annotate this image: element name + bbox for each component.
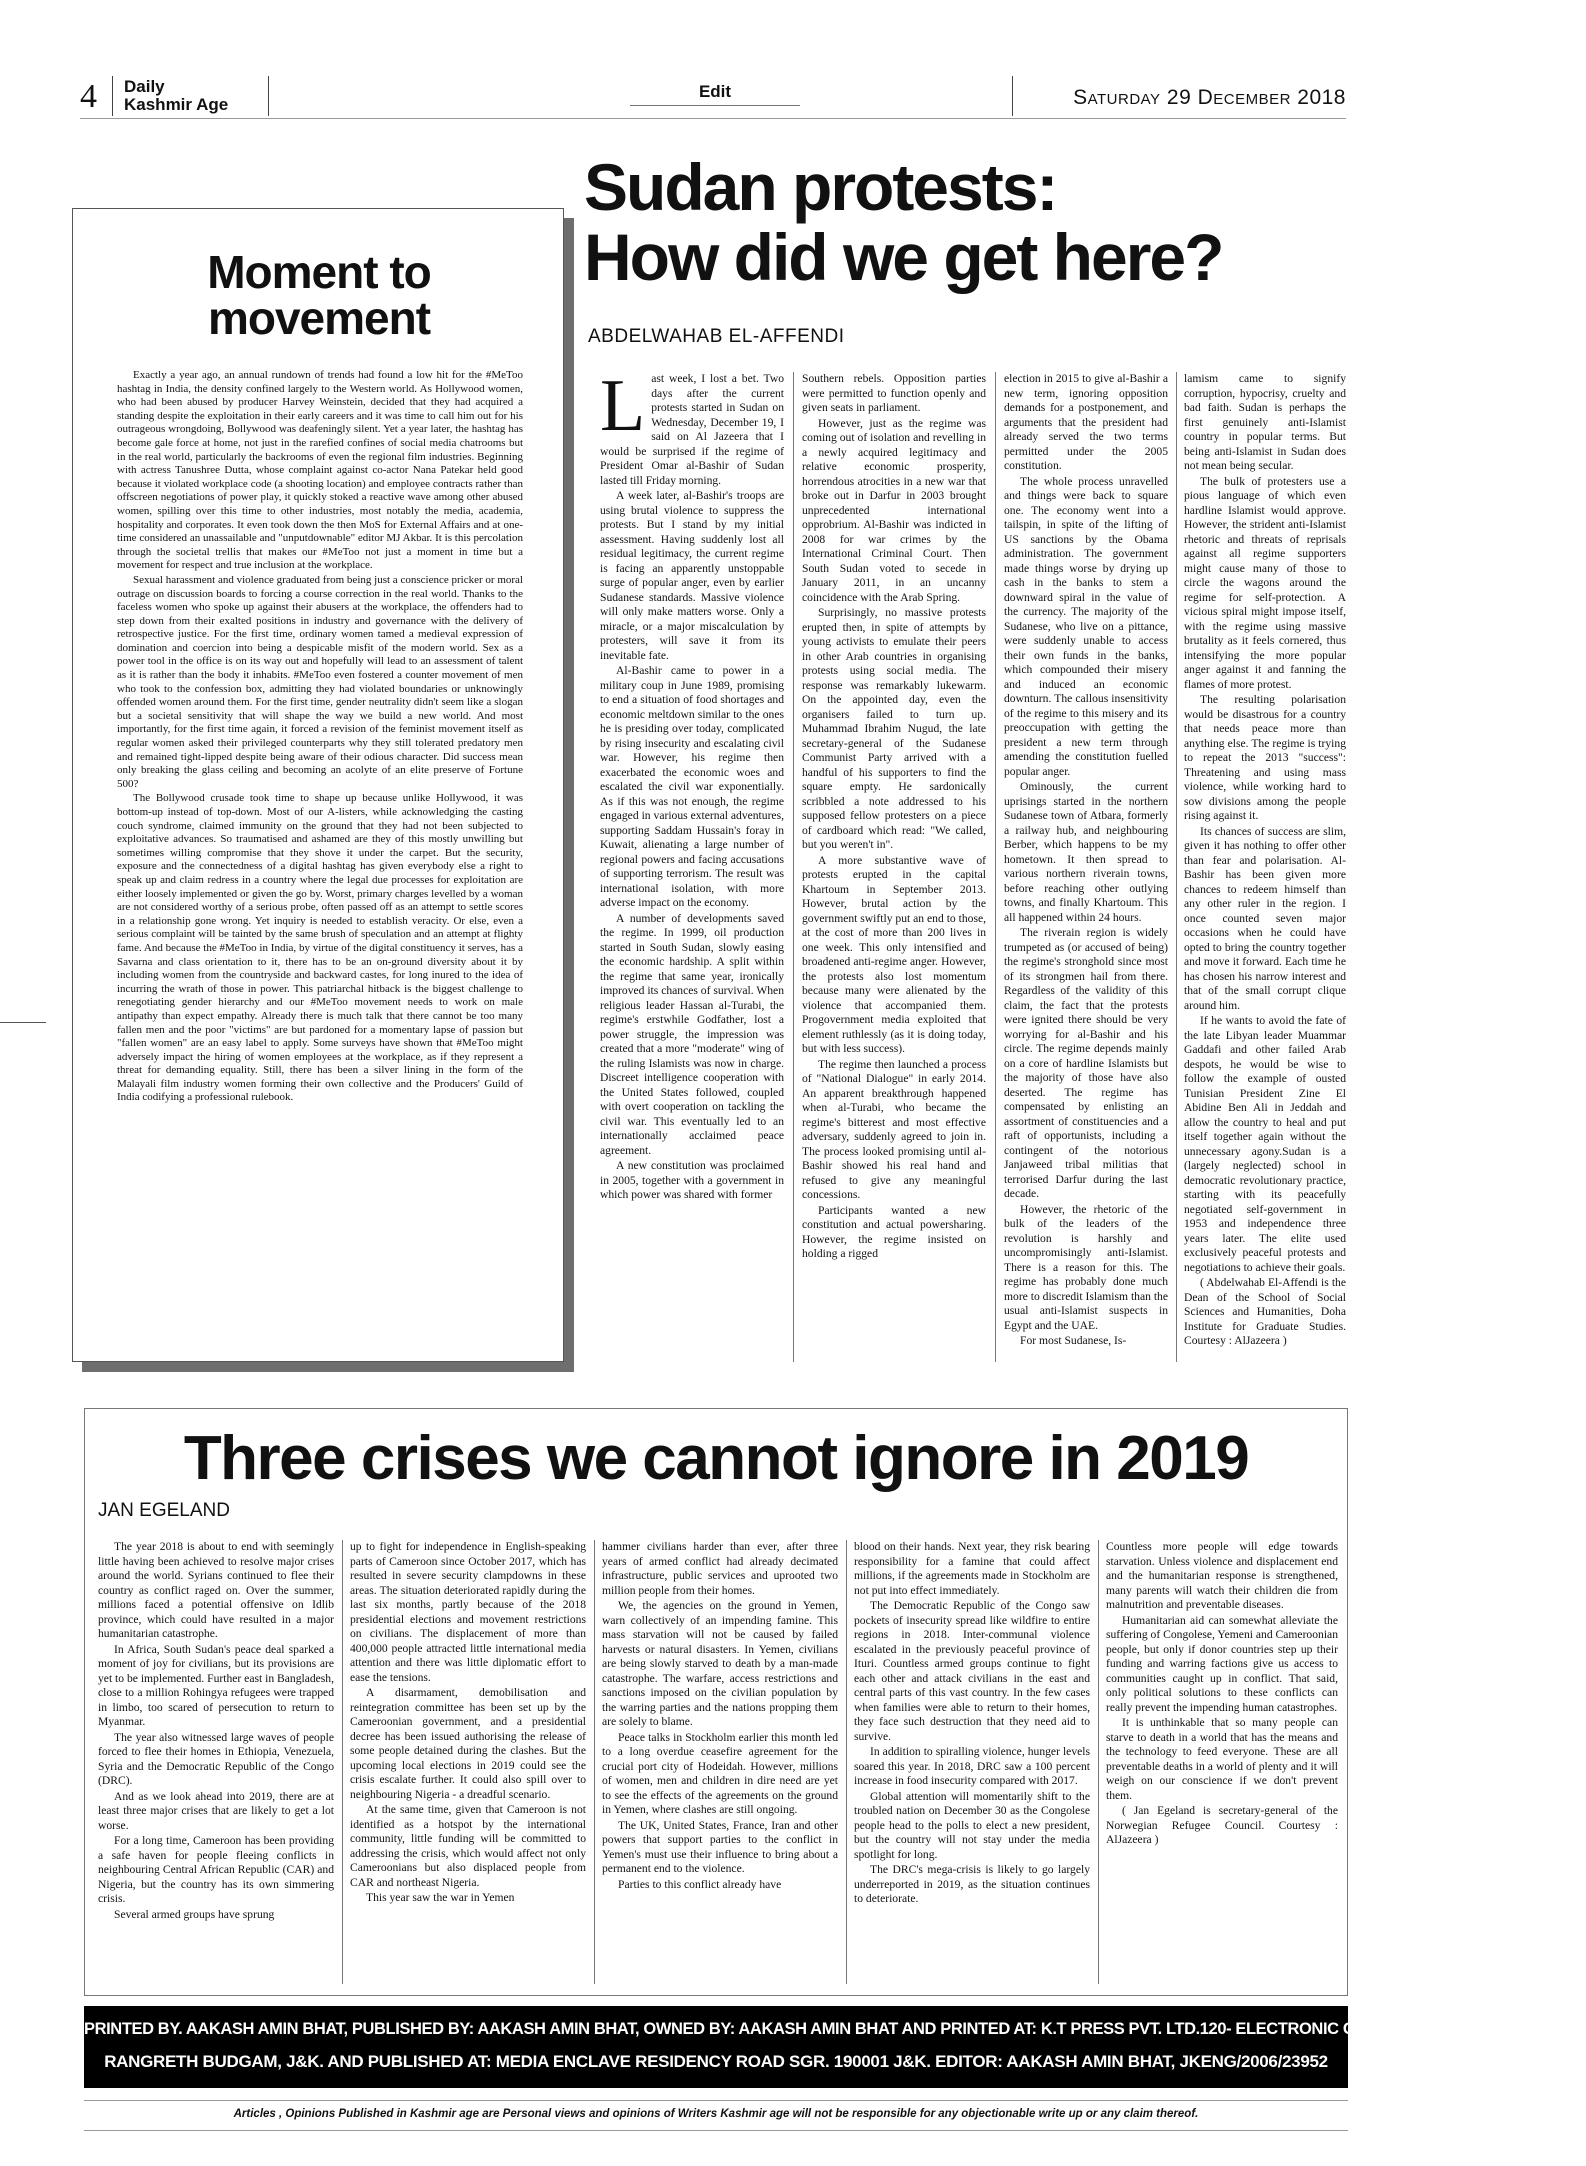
sudan-paragraph: A new constitution was proclaimed in 2005, together with a government in which power was shared with former xyxy=(600,1159,784,1201)
sudan-paragraph: Participants wanted a new constitution and actual powersharing. However, the regime insisted on holding a rigged xyxy=(802,1203,986,1260)
crises-paragraph: The year 2018 is about to end with seemingly little having been achieved to resolve major crises around the world. Syrians continued to flee their country as conflict raged on. Over the summer, millions faced a potential offensive on Idlib province, which could have resulted in a major humanitarian catastrophe. xyxy=(98,1540,334,1640)
imprint-bar xyxy=(84,2006,1586,2088)
sudan-headline-line2: How did we get here? xyxy=(584,220,1223,294)
column-rule xyxy=(1176,372,1177,1362)
crises-paragraph: Parties to this conflict already have xyxy=(618,1877,782,1891)
crises-paragraph: The year also witnessed large waves of people forced to flee their homes in Ethiopia, Venezuela, Syria and the Democratic Republic of the Congo (DRC). xyxy=(98,1730,334,1787)
sudan-byline: ABDELWAHAB EL-AFFENDI xyxy=(588,326,845,347)
sidebar-paragraph: Exactly a year ago, an annual rundown of trends had found a low hit for the #MeToo hashtag in India, the density confined largely to the Western world. As Hollywood women, who had been abused by producer Harvey Weinstein, decided that they had acquired a standing despite the exploitation in their early careers and it was time to call him out for his outrageous wrongdoing, Bollywood was deafeningly silent. Yet a year later, the hashtag has become gale force at home, not just in the rarefied confines of social media chatrooms but in the real world, particularly the backrooms of even the regional film industries. Beginning with actress Tanushree Dutta, whose complaint against co-actor Nana Patekar held good because it violated workplace code (a shooting location) and employee contracts rather than offscreen negotiations of power play, it quickly stoked a reactive wave among other abused women, spilling over this time to other industries, most notably the media, academia, hospitality and corporates. It even took down the then MoS for External Affairs and at one-time considered an unassailable and "unputdownable" editor MJ Akbar. It is this percolation through the societal trellis that makes our #MeToo not just a moment in time but a movement for respect and true inclusion at the workplace. xyxy=(117,369,523,572)
crises-paragraph: up to fight for independence in English-speaking parts of Cameroon since October 2017, which has resulted in severe security clampdowns in these areas. The situation deteriorated rapidly during the last six months, partly because of the 2018 presidential elections and movement restrictions on civilians. The displacement of more than 400,000 people attracted little international media attention and there was little diplomatic effort to ease the tensions. xyxy=(350,1540,586,1684)
sudan-paragraph: A more substantive wave of protests erupted in the capital Khartoum in September 2013. However, brutal action by the government swiftly put an end to those, at the cost of more than 200 lives in one week. This only intensified and broadened anti-regime anger. However, the protests also lost momentum because many were alienated by the violence that accompanied them. Progovernment media exploited that element ruthlessly (as it is doing today, but with less success). xyxy=(802,853,986,1055)
crises-column-4 xyxy=(854,1540,1090,1988)
sudan-headline-line1: Sudan protests: xyxy=(584,150,1057,224)
sudan-paragraph: The riverain region is widely trumpeted as (or accused of being) the regime's stronghold since most of its strongmen hail from there. Regardless of the validity of this claim, the fact that the protests were ignited there should be very worrying for al-Bashir and his circle. The regime depends mainly on a core of hardline Islamists but the majority of those have also deserted. The regime has compensated by enlisting an assortment of constituencies and a raft of opportunists, including a contingent of the notorious Janjaweed tribal militias that terrorised Darfur during the last decade. xyxy=(1004,926,1168,1200)
sudan-paragraph: Surprisingly, no massive protests erupted then, in spite of attempts by young activists to emulate their peers in other Arab countries in organising protests using social media. The response was remarkably lukewarm. On the appointed day, even the organisers failed to turn up. Muhammad Ibrahim Nugud, the late secretary-general of the Sudanese Communist Party arrived with a handful of his supporters to find the square empty. He sardonically scribbled a note addressed to his supposed fellow protesters on a piece of cardboard which read: "We called, but you weren't in". xyxy=(802,606,986,851)
sudan-column-3 xyxy=(1004,372,1168,1368)
crises-paragraph: And as we look ahead into 2019, there are at least three major crises that are likely to get a lot worse. xyxy=(98,1789,334,1832)
sudan-paragraph: Al-Bashir came to power in a military coup in June 1989, promising to end a situation of food shortages and economic meltdown similar to the ones he is presiding over today, complicated by rising insecurity and escalating civil war. However, his regime then exacerbated the economic woes and escalated the civil war exponentially. As if this was not enough, the regime engaged in various external adventures, supporting Saddam Hussain's foray in Kuwait, alienating a large number of regional powers and facing accusations of supporting terrorism. The result was international isolation, with more adverse impact on the economy. xyxy=(600,664,784,909)
masthead xyxy=(0,0,1426,120)
disclaimer: Articles , Opinions Published in Kashmir age are Personal views and opinions of Writers Kashmir age will not be responsible for any objectionable write up or any claim thereof. xyxy=(233,2108,1199,2120)
column-rule xyxy=(1098,1540,1099,1984)
column-rule xyxy=(846,1540,847,1984)
sudan-paragraph: A number of developments saved the regime. In 1999, oil production started in South Sudan, slowly easing the economic hardship. A split within the regime that same year, ironically improved its chances of survival. When religious leader Hassan al-Turabi, the regime's erstwhile Godfather, lost a power struggle, the impression was created that a more "moderate" wing of the ruling Islamists was now in charge. Discreet intelligence cooperation with the United States followed, coupled with overt cooperation on tackling the civil war. This eventually led to an internationally acclaimed peace agreement. xyxy=(600,911,784,1157)
sudan-paragraph: A week later, al-Bashir's troops are using brutal violence to suppress the protests. But I stand by my initial assessment. Having suddenly lost all residual legitimacy, the current regime is facing an apparently unstoppable surge of popular anger, even by earlier Sudanese standards. Massive violence will only make matters worse. Only a miracle, or a major miscalculation by protesters, will save it from its inevitable fate. xyxy=(600,489,784,662)
column-rule xyxy=(995,372,996,1362)
sudan-paragraph: However, just as the regime was coming out of isolation and revelling in a newly acquired legitimacy and relative economic prosperity, horrendous atrocities in a new war that broke out in Darfur in 2003 brought unprecedented international opprobrium. Al-Bashir was indicted in 2008 for war crimes by the International Criminal Court. Then South Sudan voted to secede in January 2011, in an uncanny coincidence with the Arab Spring. xyxy=(802,416,986,604)
crises-paragraph: For a long time, Cameroon has been providing a safe haven for people fleeing conflicts in neighbouring Central African Republic (CAR) and Nigeria, but the country has its own simmering crisis. xyxy=(98,1834,334,1905)
sidebar-title-line1: Moment to xyxy=(207,246,431,298)
sidebar-paragraph: Sexual harassment and violence graduated from being just a conscience pricker or moral outrage on discussion boards to forcing a course correction in the real world. Thanks to the faceless women who spoke up against their abusers at the workplace, the offenders had to step down from their exalted positions in industry and governance with the delivery of retrospective justice. For the first time, ordinary women tamed a medieval expression of domination and coercion into being a despicable misfit of the modern world. Sex as a power tool in the office is on its way out and hopefully will lead to an assessment of talent as it is rather than the body it inhabits. #MeToo even fostered a counter movement of men who took to the confession box, admitting they had violated boundaries or unknowingly offended women around them. For the first time, gender neutrality didn't seem like a slogan but a societal sensitivity that will shape the way we build a new world. And most importantly, for the first time again, it forced a revision of the feminist movement itself as regular women asked their privileged counterparts why they still tolerated predatory men and remained tight-lipped despite being aware of their odious character. Did success mean only breaking the glass ceiling and becoming an acolyte of an elite preserve of Fortune 500? xyxy=(117,573,523,790)
sudan-paragraph: lamism came to signify corruption, hypocrisy, cruelty and bad faith. Sudan is perhaps the first genuinely anti-Islamist country in popular terms. But being anti-Islamist in Sudan does not mean being secular. xyxy=(1184,372,1346,472)
crises-paragraph: We, the agencies on the ground in Yemen, warn collectively of an impending famine. This mass starvation will not be caused by failed harvests or natural disasters. In Yemen, civilians are being slowly starved to death by a man-made catastrophe. The warfare, access restrictions and sanctions imposed on the civilian population by the warring parties and the nations propping them are solely to blame. xyxy=(602,1599,838,1728)
crises-paragraph: The DRC's mega-crisis is likely to go largely underreported in 2019, as the situation continues to deteriorate. xyxy=(854,1863,1090,1905)
sudan-paragraph: election in 2015 to give al-Bashir a new term, ignoring opposition demands for a postponement, and arguments that the president had already served the two terms permitted under the 2005 constitution. xyxy=(1004,372,1168,472)
crises-paragraph: This year saw the war in Yemen xyxy=(366,1891,515,1904)
sudan-column-4 xyxy=(1184,372,1346,1368)
crises-paragraph: blood on their hands. Next year, they risk bearing responsibility for a famine that could affect millions, if the agreements made in Stockholm are not put into effect immediately. xyxy=(854,1540,1090,1597)
sudan-paragraph: The resulting polarisation would be disastrous for a country that needs peace more than anything else. The regime is trying to repeat the 2013 "success": Threatening and using mass violence, while working hard to sow divisions among the people rising against it. xyxy=(1184,693,1346,822)
sudan-paragraph: Its chances of success are slim, given it has nothing to offer other than fear and polarisation. Al-Bashir has been given more chances to redeem himself than any other ruler in the region. I once counted seven major occasions when he could have opted to bring the country together and move it forward. Each time he has chosen his narrow interest and that of the small corrupt clique around him. xyxy=(1184,824,1346,1012)
column-rule xyxy=(594,1540,595,1984)
crises-paragraph: The UK, United States, France, Iran and other powers that support parties to the conflict in Yemen's must use their influence to bring about a permanent end to the violence. xyxy=(602,1818,838,1875)
sudan-paragraph: The bulk of protesters use a pious language of which even hardline Islamist would approve. However, the strident anti-Islamist rhetoric and threats of reprisals against all regime supporters might cause many of those to circle the wagons around the regime for self-protection. A vicious spiral might impose itself, with the regime using massive brutality as it feels cornered, thus intensifying the more popular anger against it and fanning the flames of more protest. xyxy=(1184,474,1346,691)
disclaimer-rule xyxy=(84,2100,1348,2101)
masthead-rule xyxy=(80,118,1346,119)
sidebar-paragraph: The Bollywood crusade took time to shape up because unlike Hollywood, it was bottom-up instead of top-down. Most of our A-listers, while acknowledging the casting couch syndrome, claimed immunity on the ground that they had not been subjected to exploitative advances. So traumatised and ashamed are they of this mostly unwilling but sometimes willing compromise that they shove it under the carpet. But the security, exposure and the connectedness of a digital hashtag has given everybody else a right to speak up and claim redress in a country where the legal due processes for exploitation are either loosely implemented or given the go by. Worst, primary charges levelled by a woman are not considered worthy of a serious probe, often passed off as an attempt to settle scores in a relationship gone wrong. Yet inquiry is needed to establish veracity. Or else, even a serious complaint will be tainted by the same brush of speculation and an attempt at flighty fame. And because the #MeToo in India, by virtue of the digital constituency it serves, has a Savarna and class orientation to it, there has to be an on-ground diversity about it by including women from the countryside and backward castes, for long inured to the idea of incurring the wrath of those in power. This patriarchal hitback is the biggest challenge to renegotiating gender hierarchy and our #MeToo movement needs to work on male antipathy than expect empathy. Already there is much talk that there cannot be too many fallen men and the poor "victims" are but pardoned for a momentary lapse of passion but "fallen women" are an easy label to apply. Some surveys have shown that #MeToo might adversely impact the hiring of women employees at the workplace, as if they represent a threat for demanding equality. Still, there has been a silver lining in the form of the Malayali film industry women forming their own collective and the Producers' Guild of India codifying a professional rulebook. xyxy=(117,792,523,1104)
sudan-paragraph: ast week, I lost a bet. Two days after the current protests started in Sudan on Wednesday, December 19, I said on Al Jazeera that I would be surprised if the regime of President Omar al-Bashir of Sudan lasted till Friday morning. xyxy=(600,372,784,487)
crises-paragraph: At the same time, given that Cameroon is not identified as a hotspot by the international community, little funding will be committed to addressing the crisis, which would affect not only Cameroonians but also displaced people from CAR and northeast Nigeria. xyxy=(350,1803,586,1889)
crises-paragraph: Countless more people will edge towards starvation. Unless violence and displacement end and the humanitarian response is strengthened, many parents will watch their children die from malnutrition and preventable diseases. xyxy=(1106,1540,1338,1611)
sidebar-title-line2: movement xyxy=(207,292,431,344)
crises-paragraph: hammer civilians harder than ever, after three years of armed conflict had already decimated infrastructure, public services and uprooted two million people from their homes. xyxy=(602,1540,838,1597)
crises-paragraph: ( Jan Egeland is secretary-general of the Norwegian Refugee Council. Courtesy : AlJazeera ) xyxy=(1106,1804,1338,1846)
crises-paragraph: It is unthinkable that so many people can starve to death in a world that has the means and the technology to feed everyone. These are all preventable deaths in a world of plenty and it will weigh on our conscience if we don't prevent them. xyxy=(1106,1716,1338,1802)
sidebar-body xyxy=(117,369,523,1349)
crises-paragraph: Several armed groups have sprung xyxy=(114,1907,275,1921)
margin-mark xyxy=(0,1022,46,1023)
sudan-column-2 xyxy=(802,372,986,1368)
sidebar-article xyxy=(72,208,564,1362)
drop-cap: L xyxy=(600,365,646,447)
crises-column-2 xyxy=(350,1540,586,1988)
column-rule xyxy=(342,1540,343,1984)
sudan-paragraph: Southern rebels. Opposition parties were permitted to function openly and given seats in parliament. xyxy=(802,372,986,414)
masthead-divider xyxy=(1012,76,1013,116)
crises-paragraph: In addition to spiralling violence, hunger levels soared this year. In 2018, DRC saw a 100 percent increase in food insecurity compared with 2017. xyxy=(854,1745,1090,1787)
crises-column-5 xyxy=(1106,1540,1338,1988)
crises-paragraph: A disarmament, demobilisation and reintegration committee has been set up by the Cameroonian government, and a presidential decree has been issued authorising the release of some people detained during the clashes. But the upcoming local elections in 2019 could see the crisis escalate further. It could also spill over to neighbouring Nigeria - a dreadful scenario. xyxy=(350,1686,586,1801)
crises-paragraph: Peace talks in Stockholm earlier this month led to a long overdue ceasefire agreement for the crucial port city of Hodeidah. However, millions of women, men and children in dire need are yet to see the effects of the agreements on the ground in Yemen, where clashes are still ongoing. xyxy=(602,1730,838,1816)
masthead-divider xyxy=(268,76,269,116)
disclaimer-rule xyxy=(84,2130,1348,2131)
sudan-column-1 xyxy=(600,365,784,1368)
crises-paragraph: Global attention will momentarily shift to the troubled nation on December 30 as the Congolese people head to the polls to elect a new president, but the country will not stay under the media spotlight for long. xyxy=(854,1789,1090,1861)
sudan-paragraph: The whole process unravelled and things were back to square one. The economy went into a tailspin, in spite of the lifting of US sanctions by the Obama administration. The government made things worse by drying up cash in the banks to stem a downward spiral in the value of the currency. The majority of the Sudanese, who live on a pittance, were suddenly unable to access their own funds in the banks, which compounded their misery and induced an economic downturn. The callous insensitivity of the regime to this misery and its preoccupation with getting the president a new term through amending the constitution fuelled popular anger. xyxy=(1004,474,1168,778)
sudan-paragraph: If he wants to avoid the fate of the late Libyan leader Muammar Gaddafi and other failed Arab despots, he would be wise to follow the example of ousted Tunisian President Zine El Abidine Ben Ali in Jeddah and allow the country to heal and put itself together again without the unnecessary agony.Sudan is a (largely neglected) school in democratic revolutionary practice, starting with its peacefully negotiated self-government in 1953 and independence three years later. The elite used exclusively peaceful protests and negotiations to achieve their goals. xyxy=(1184,1014,1346,1274)
section-label: Edit xyxy=(630,82,800,106)
crises-paragraph: Humanitarian aid can somewhat alleviate the suffering of Congolese, Yemeni and Cameroonian people, but only if donor countries step up their funding and warring factions give us access to communities caught up in conflict. That said, only political solutions to these conflicts can really prevent the impending human catastrophes. xyxy=(1106,1613,1338,1714)
page-number: 4 xyxy=(80,78,97,115)
crises-headline: Three crises we cannot ignore in 2019 xyxy=(183,1424,1249,1493)
imprint-line-2: RANGRETH BUDGAM, J&K. AND PUBLISHED AT: MEDIA ENCLAVE RESIDENCY ROAD SGR. 190001 J&K. EDITOR: AAKASH AMIN BHAT, JKENG/2006/23952 xyxy=(104,2052,1328,2071)
crises-column-3 xyxy=(602,1540,838,1988)
paper-name-line1: Daily xyxy=(124,77,165,96)
sudan-paragraph: For most Sudanese, Is- xyxy=(1020,1334,1127,1347)
crises-byline: JAN EGELAND xyxy=(98,1500,230,1521)
crises-paragraph: The Democratic Republic of the Congo saw pockets of insecurity spread like wildfire to entire regions in 2018. Inter-communal violence escalated in the previously peaceful province of Ituri. Countless armed groups continue to fight each other and attack civilians in the east and central parts of this vast country. In the few cases when families were able to return to their homes, they face such destruction that they need aid to survive. xyxy=(854,1599,1090,1743)
issue-date: Saturday 29 December 2018 xyxy=(1073,86,1346,109)
paper-name-line2: Kashmir Age xyxy=(124,95,229,114)
paper-name xyxy=(124,78,228,114)
sudan-paragraph: Ominously, the current uprisings started in the northern Sudanese town of Atbara, formerly a railway hub, and neighbouring Berber, which happens to be my hometown. It then spread to various northern riverain towns, before reaching other outlying towns, and finally Khartoum. This all happened within 24 hours. xyxy=(1004,780,1168,924)
crises-paragraph: In Africa, South Sudan's peace deal sparked a moment of joy for civilians, but its provisions are yet to be implemented. Further east in Bangladesh, close to a million Rohingya refugees were trapped in limbo, too scared of persecution to return to Myanmar. xyxy=(98,1642,335,1728)
sudan-paragraph: However, the rhetoric of the bulk of the leaders of the revolution is harshly and uncompromisingly anti-Islamist. There is a reason for this. The regime has probably done much more to discredit Islamism than the usual anti-Islamist suspects in Egypt and the UAE. xyxy=(1004,1202,1168,1332)
sidebar-title xyxy=(73,246,565,344)
sudan-headline xyxy=(584,152,1344,292)
sudan-paragraph: The regime then launched a process of "National Dialogue" in early 2014. An apparent breakthrough happened when al-Turabi, who became the regime's bitterest and most effective adversary, suddenly agreed to join in. The process looked promising until al-Bashir showed his real hand and refused to give any meaningful concessions. xyxy=(802,1057,986,1201)
crises-column-1 xyxy=(98,1540,334,1988)
masthead-divider xyxy=(112,76,113,116)
imprint-line-1: PRINTED BY. AAKASH AMIN BHAT, PUBLISHED BY: AAKASH AMIN BHAT, OWNED BY: AAKASH AMIN BHAT AND PRINTED AT: K.T PRESS PVT. LTD.120- ELECTRONIC COMPLEX INDUSTRIAL ESTATE xyxy=(84,2020,1586,2038)
sudan-paragraph: ( Abdelwahab El-Affendi is the Dean of the School of Social Sciences and Humanities, Doha Institute for Graduate Studies. Courtesy : AlJazeera ) xyxy=(1184,1276,1346,1347)
column-rule xyxy=(793,372,794,1362)
